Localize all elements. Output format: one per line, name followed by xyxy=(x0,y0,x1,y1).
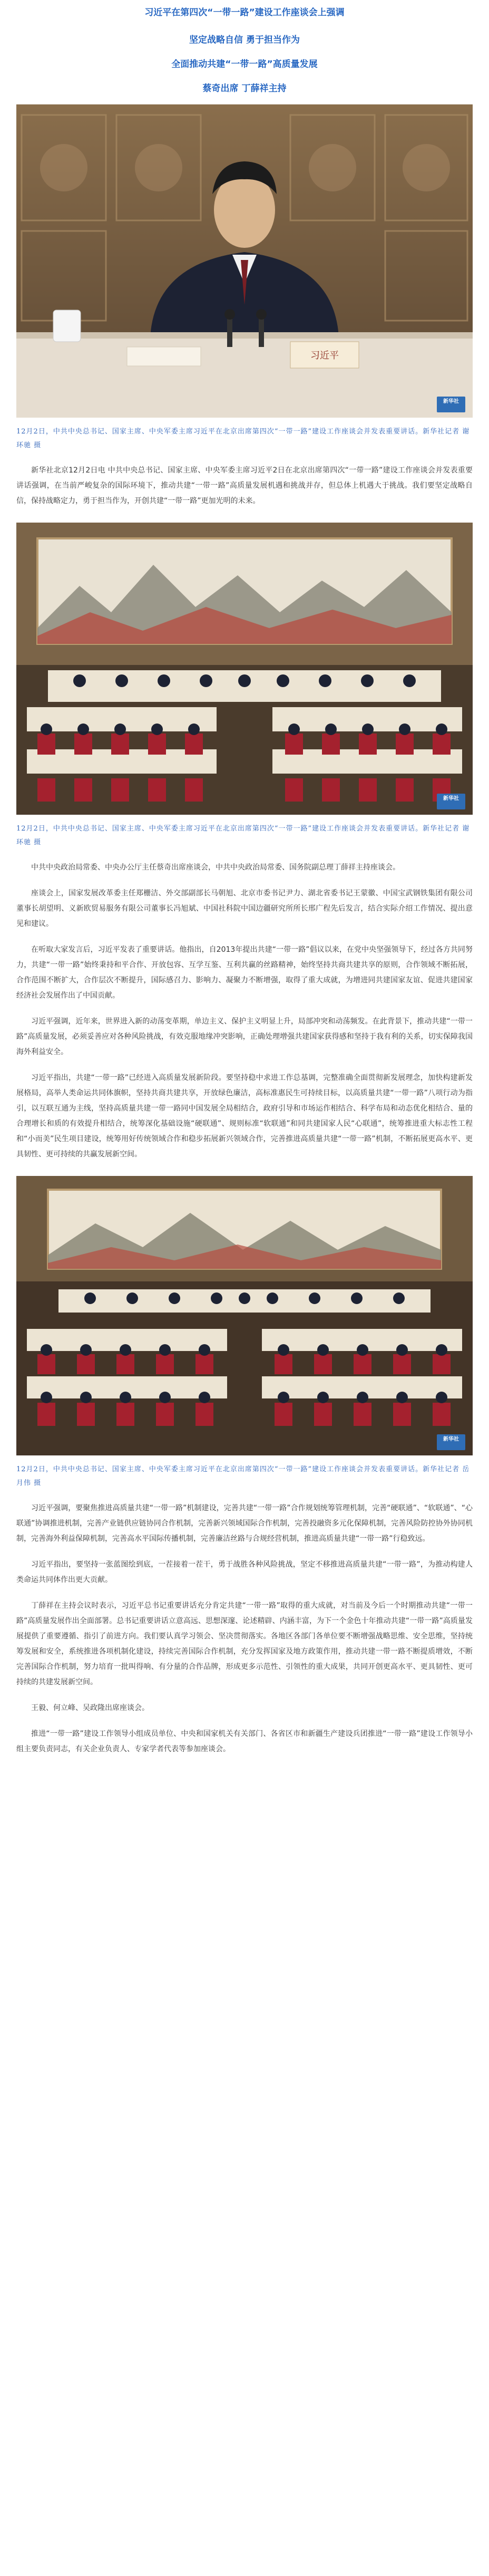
watermark-badge: 新华社 xyxy=(437,397,465,412)
photo-caption-2: 12月2日，中共中央总书记、国家主席、中央军委主席习近平在北京出席第四次“一带一路”建设工作座谈会并发表重要讲话。新华社记者 谢环驰 摄 xyxy=(16,825,470,846)
photo-caption-3: 12月2日，中共中央总书记、国家主席、中央军委主席习近平在北京出席第四次“一带一路”建设工作座谈会并发表重要讲话。新华社记者 岳月伟 摄 xyxy=(16,1465,470,1487)
photo-meeting-hall-illustration xyxy=(16,523,473,815)
article-paragraph-2: 中共中央政治局常委、中央办公厅主任蔡奇出席座谈会，中共中央政治局常委、国务院副总理丁薛祥主持座谈会。 xyxy=(31,863,400,872)
article-paragraph-1: 新华社北京12月2日电 中共中央总书记、国家主席、中央军委主席习近平2日在北京出席第四次“一带一路”建设工作座谈会并发表重要讲话强调，在当前严峻复杂的国际环境下，推动共建“一带一路”高质量发展机遇和挑战并存，但总体上机遇大于挑战。我们要坚定战略自信，保持战略定力，勇于担当作为，开创共建“一带一路”更加光明的未来。 xyxy=(16,466,473,505)
photo-meeting-hall-wide xyxy=(16,1176,473,1455)
photo-speaker-illustration xyxy=(16,104,473,418)
nameplate-text: 习近平 xyxy=(310,350,339,361)
article-paragraph-11: 推进“一带一路”建设工作领导小组成员单位、中央和国家机关有关部门、各省区市和新疆生产建设兵团推进“一带一路”建设工作领导小组主要负责同志，有关企业负责人、专家学者代表等参加座谈会。 xyxy=(16,1730,473,1753)
watermark-badge: 新华社 xyxy=(437,794,465,809)
headline-subtitle-2: 全面推动共建“一带一路”高质量发展 xyxy=(171,59,318,70)
watermark-badge: 新华社 xyxy=(437,1434,465,1450)
article-paragraph-3: 座谈会上，国家发展改革委主任郑栅洁、外交部副部长马朝旭、北京市委书记尹力、湖北省委书记王蒙徽、中国宝武钢铁集团有限公司董事长胡望明、义新欧贸易服务有限公司董事长冯旭斌、中国社科院中国边疆研究所所长邢广程先后发言，结合实际介绍工作情况、提出意见和建议。 xyxy=(16,889,473,928)
article-paragraph-7: 习近平强调，要聚焦推进高质量共建“一带一路”机制建设，完善共建“一带一路”合作规划统筹管理机制，完善“硬联通”、“软联通”、“心联通”协调推进机制，完善产业链供应链协同合作机制，完善新兴领域国际合作机制，完善投融资多元化保障机制，完善风险防控协外协同机制，完善海外利益保障机制，完善高水平国际传播机制，完善廉洁丝路与合规经营机制，推进高质量共建“一带一路”行稳致远。 xyxy=(16,1504,473,1543)
article-paragraph-9: 丁薛祥在主持会议时表示，习近平总书记重要讲话充分肯定共建“一带一路”取得的重大成就，对当前及今后一个时期推动共建“一带一路”高质量发展作出全面部署。总书记重要讲话立意高远、思想深邃、论述精辟、内涵丰富，为下一个金色十年推动共建“一带一路”高质量发展提供了重要遵循、指引了前进方向。我们要认真学习领会、坚决贯彻落实。各地区各部门各单位要不断增强战略思维、安全思维，坚持统筹发展和安全，系统推进各项机制化建设，持续完善国际合作机制，充分发挥国家及地方政策作用，推动共建一带一路不断提质增效，不断完善国际合作机制，努力培育一批叫得响、有分量的合作品牌，形成更多示范性、引领性的重大成果，共同开创更高水平、更具韧性、更可持续的共建发展新空间。 xyxy=(16,1601,473,1686)
article-paragraph-4: 在听取大家发言后，习近平发表了重要讲话。他指出，自2013年提出共建“一带一路”倡议以来，在党中央坚强领导下，经过各方共同努力，共建“一带一路”始终秉持和平合作、开放包容、互学互鉴、互利共赢的丝路精神，始终坚持共商共建共享的原则，合作领域不断拓展，合作范围不断扩大，合作层次不断提升，国际感召力、影响力、凝聚力不断增强，取得了重大成就，为增进同共建国家友谊、促进共建国家经济社会发展作出了中国贡献。 xyxy=(16,946,473,1000)
photo-speaker xyxy=(16,104,473,418)
article-paragraph-6: 习近平指出，共建“一带一路”已经进入高质量发展新阶段。要坚持稳中求进工作总基调，完整准确全面贯彻新发展理念，加快构建新发展格局，高举人类命运共同体旗帜，坚持共商共建共享，开放绿色廉洁，高标准惠民生可持续目标，以高质量共建“一带一路”八项行动为指引，以互联互通为主线，坚持高质量共建一带一路同中国发展全局相结合，政府引导和市场运作相结合、科学布局和动态优化相结合、量的合理增长和质的有效提升相结合，统筹深化基础设施“硬联通”、规则标准“软联通”和同共建国家人民“心联通”，统筹推进重大标志性工程和“小而美”民生项目建设，统筹用好传统领域合作和稳步拓展新兴领域合作，完善推进高质量共建“一带一路”机制，不断拓展更高水平、更具韧性、更可持续的共赢发展新空间。 xyxy=(16,1074,473,1159)
headline-title: 习近平在第四次“一带一路”建设工作座谈会上强调 xyxy=(144,7,345,18)
photo-meeting-hall-wide-illustration xyxy=(16,1176,473,1455)
headline-subtitle-3: 蔡奇出席 丁薛祥主持 xyxy=(202,83,287,94)
article-paragraph-8: 习近平指出，要坚持一张蓝图绘到底，一茬接着一茬干，勇于战胜各种风险挑战，坚定不移推进高质量共建“一带一路”，为推动构建人类命运共同体作出更大贡献。 xyxy=(16,1560,473,1584)
article-paragraph-5: 习近平强调，近年来，世界进入新的动荡变革期，单边主义、保护主义明显上升，局部冲突和动荡频发。在此背景下，推动共建“一带一路”高质量发展，必须妥善应对各种风险挑战，有效克服地缘冲突影响，正确处理增强共建国家获得感和坚持于我有利的关系，切实保障我国海外利益安全。 xyxy=(16,1017,473,1056)
headline-block xyxy=(0,0,489,95)
photo-meeting-hall xyxy=(16,523,473,815)
article-paragraph-10: 王毅、何立峰、吴政隆出席座谈会。 xyxy=(31,1704,149,1712)
headline-subtitle-1: 坚定战略自信 勇于担当作为 xyxy=(189,35,300,45)
photo-caption-1: 12月2日，中共中央总书记、国家主席、中央军委主席习近平在北京出席第四次“一带一路”建设工作座谈会并发表重要讲话。新华社记者 谢环驰 摄 xyxy=(16,428,470,449)
